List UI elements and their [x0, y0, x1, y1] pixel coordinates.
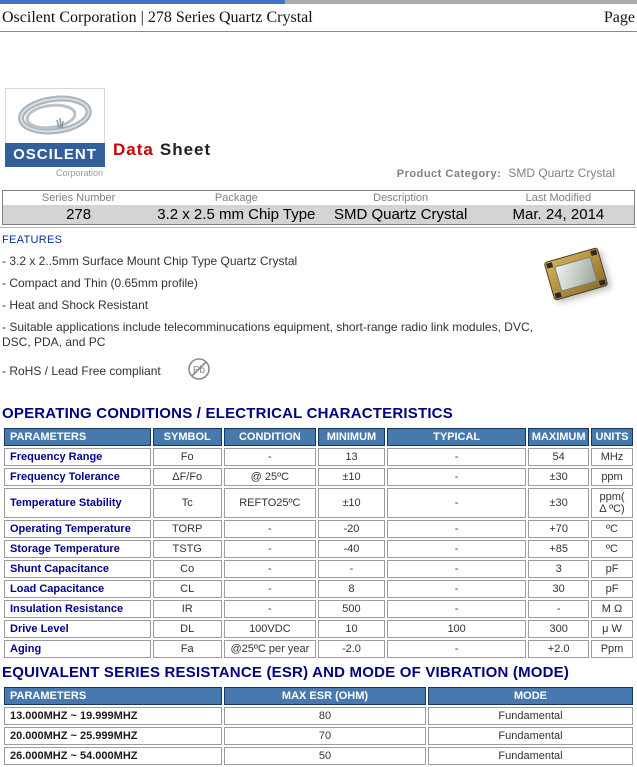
cell-symbol: IR — [153, 600, 222, 618]
info-col-series-number: Series Number — [3, 191, 155, 206]
cell-maximum: - — [528, 600, 589, 618]
esr-col-mode: MODE — [428, 687, 633, 705]
svg-text:Pb: Pb — [192, 365, 205, 376]
feature-item — [2, 357, 550, 385]
crystal-chip — [544, 247, 609, 301]
cell-condition: - — [224, 560, 316, 578]
cell-symbol: Tc — [153, 488, 222, 518]
cell-typical: - — [387, 600, 526, 618]
parameter-name: Temperature Stability — [4, 488, 151, 518]
cell-minimum: 8 — [318, 580, 385, 598]
cell-maximum: ±30 — [528, 468, 589, 486]
parameter-name: Storage Temperature — [4, 540, 151, 558]
cell-typical: - — [387, 580, 526, 598]
cell-units: MHz — [591, 448, 633, 466]
cell-condition: - — [224, 448, 316, 466]
cell-minimum: 13 — [318, 448, 385, 466]
cell-units: pF — [591, 560, 633, 578]
page-label: Page — [603, 9, 635, 26]
table-row — [4, 540, 633, 558]
table-row — [4, 640, 633, 658]
table-row — [4, 747, 633, 765]
cell-units: ºC — [591, 540, 633, 558]
cell-maximum: 3 — [528, 560, 589, 578]
features-section — [0, 228, 637, 385]
logo-swirl-icon — [5, 88, 105, 143]
crystal-chip-lid — [554, 256, 598, 291]
parameter-name: Aging — [4, 640, 151, 658]
cell-symbol: Fo — [153, 448, 222, 466]
cell-minimum: -40 — [318, 540, 385, 558]
table-row — [4, 560, 633, 578]
logo-subtext: Corporation — [55, 168, 103, 178]
cell-units: Ppm — [591, 640, 633, 658]
electrical-section-heading: OPERATING CONDITIONS / ELECTRICAL CHARACTERISTICS — [2, 405, 453, 422]
feature-item: - Heat and Shock Resistant — [2, 298, 149, 312]
info-col-last-modified: Last Modified — [483, 191, 635, 206]
info-package: 3.2 x 2.5 mm Chip Type — [154, 205, 318, 225]
cell-symbol: DL — [153, 620, 222, 638]
info-last-modified: Mar. 24, 2014 — [483, 205, 635, 225]
esr-mode-value: Fundamental — [428, 727, 633, 745]
cell-typical: - — [387, 560, 526, 578]
logo-wordmark: OSCILENT — [5, 143, 105, 167]
cell-maximum: ±30 — [528, 488, 589, 518]
cell-minimum: ±10 — [318, 488, 385, 518]
electrical-characteristics-table — [2, 426, 635, 660]
parameter-name: Load Capacitance — [4, 580, 151, 598]
parameter-name: Frequency Range — [4, 448, 151, 466]
cell-maximum: +70 — [528, 520, 589, 538]
parameter-name: Operating Temperature — [4, 520, 151, 538]
cell-maximum: +2.0 — [528, 640, 589, 658]
cell-condition: - — [224, 520, 316, 538]
cell-units: μ W — [591, 620, 633, 638]
top-divider — [0, 0, 637, 4]
cell-symbol: TORP — [153, 520, 222, 538]
datasheet-title — [113, 140, 211, 160]
table-row — [4, 620, 633, 638]
esr-mode-value: Fundamental — [428, 747, 633, 765]
cell-condition: - — [224, 600, 316, 618]
feature-rohs-text: - RoHS / Lead Free compliant — [2, 363, 161, 378]
datasheet-title-sheet: Sheet — [159, 140, 212, 159]
esr-col-parameters: PARAMETERS — [4, 687, 222, 705]
info-series-number: 278 — [3, 205, 155, 225]
cell-typical: - — [387, 448, 526, 466]
col-minimum: MINIMUM — [318, 428, 385, 446]
esr-section-heading: EQUIVALENT SERIES RESISTANCE (ESR) AND MODE OF VIBRATION (MODE) — [2, 664, 570, 681]
col-units: UNITS — [591, 428, 633, 446]
parameter-name: Insulation Resistance — [4, 600, 151, 618]
cell-typical: - — [387, 468, 526, 486]
cell-maximum: +85 — [528, 540, 589, 558]
parameter-name: Shunt Capacitance — [4, 560, 151, 578]
table-row — [4, 488, 633, 518]
parameter-name: Frequency Tolerance — [4, 468, 151, 486]
col-parameters: PARAMETERS — [4, 428, 151, 446]
top-divider-blue-segment — [0, 0, 285, 4]
document-title: Oscilent Corporation | 278 Series Quartz Crystal — [2, 9, 313, 26]
cell-typical: - — [387, 488, 526, 518]
esr-max-esr-value: 70 — [224, 727, 426, 745]
product-category — [397, 166, 615, 180]
esr-frequency-range: 13.000MHZ ~ 19.999MHZ — [4, 707, 222, 725]
info-col-package: Package — [154, 191, 318, 206]
cell-minimum: -2.0 — [318, 640, 385, 658]
col-maximum: MAXIMUM — [528, 428, 589, 446]
top-divider-gray-segment — [285, 0, 637, 4]
pb-free-icon — [187, 357, 211, 385]
cell-units: ºC — [591, 520, 633, 538]
table-row — [4, 727, 633, 745]
table-row — [4, 468, 633, 486]
parameter-name: Drive Level — [4, 620, 151, 638]
col-condition: CONDITION — [224, 428, 316, 446]
feature-item: - 3.2 x 2..5mm Surface Mount Chip Type Quartz Crystal — [2, 254, 298, 268]
cell-units: ppm — [591, 468, 633, 486]
crystal-product-photo — [543, 250, 609, 300]
esr-mode-value: Fundamental — [428, 707, 633, 725]
branding-row — [0, 88, 637, 184]
cell-units: M Ω — [591, 600, 633, 618]
cell-condition: - — [224, 540, 316, 558]
series-info-header-row — [3, 191, 635, 206]
datasheet-title-data: Data — [113, 140, 154, 159]
cell-symbol: ΔF/Fo — [153, 468, 222, 486]
esr-header-row — [4, 687, 633, 705]
cell-minimum: 10 — [318, 620, 385, 638]
info-description: SMD Quartz Crystal — [318, 205, 482, 225]
col-typical: TYPICAL — [387, 428, 526, 446]
series-info-value-row — [3, 205, 635, 225]
cell-symbol: CL — [153, 580, 222, 598]
cell-condition: @ 25ºC — [224, 468, 316, 486]
cell-units: pF — [591, 580, 633, 598]
document-header — [0, 4, 637, 32]
esr-col-max-esr: MAX ESR (OHM) — [224, 687, 426, 705]
product-category-label: Product Category: — [396, 168, 502, 180]
cell-typical: - — [387, 520, 526, 538]
cell-typical: - — [387, 540, 526, 558]
table-row — [4, 600, 633, 618]
cell-typical: - — [387, 640, 526, 658]
cell-symbol: Fa — [153, 640, 222, 658]
cell-condition: - — [224, 580, 316, 598]
table-row — [4, 520, 633, 538]
feature-item: - Suitable applications include telecomminucations equipment, short-range radio link modules, DVC, DSC, PDA, and PC — [2, 320, 533, 349]
esr-frequency-range: 26.000MHZ ~ 54.000MHZ — [4, 747, 222, 765]
company-logo — [5, 88, 105, 178]
cell-symbol: Co — [153, 560, 222, 578]
feature-item: - Compact and Thin (0.65mm profile) — [2, 276, 198, 290]
cell-typical: 100 — [387, 620, 526, 638]
cell-maximum: 30 — [528, 580, 589, 598]
info-col-description: Description — [318, 191, 482, 206]
cell-minimum: -20 — [318, 520, 385, 538]
cell-units: ppm( Δ ºC) — [591, 488, 633, 518]
electrical-header-row — [4, 428, 633, 446]
esr-max-esr-value: 80 — [224, 707, 426, 725]
cell-condition: 100VDC — [224, 620, 316, 638]
cell-condition: REFTO25ºC — [224, 488, 316, 518]
cell-minimum: - — [318, 560, 385, 578]
cell-minimum: 500 — [318, 600, 385, 618]
esr-mode-table — [2, 685, 635, 767]
features-heading: FEATURES — [2, 234, 63, 246]
product-category-value: SMD Quartz Crystal — [508, 166, 615, 180]
col-symbol: SYMBOL — [153, 428, 222, 446]
table-row — [4, 580, 633, 598]
cell-condition: @25ºC per year — [224, 640, 316, 658]
table-row — [4, 707, 633, 725]
esr-frequency-range: 20.000MHZ ~ 25.999MHZ — [4, 727, 222, 745]
cell-minimum: ±10 — [318, 468, 385, 486]
cell-maximum: 54 — [528, 448, 589, 466]
esr-max-esr-value: 50 — [224, 747, 426, 765]
cell-symbol: TSTG — [153, 540, 222, 558]
series-info-table — [2, 190, 635, 225]
cell-maximum: 300 — [528, 620, 589, 638]
table-row — [4, 448, 633, 466]
